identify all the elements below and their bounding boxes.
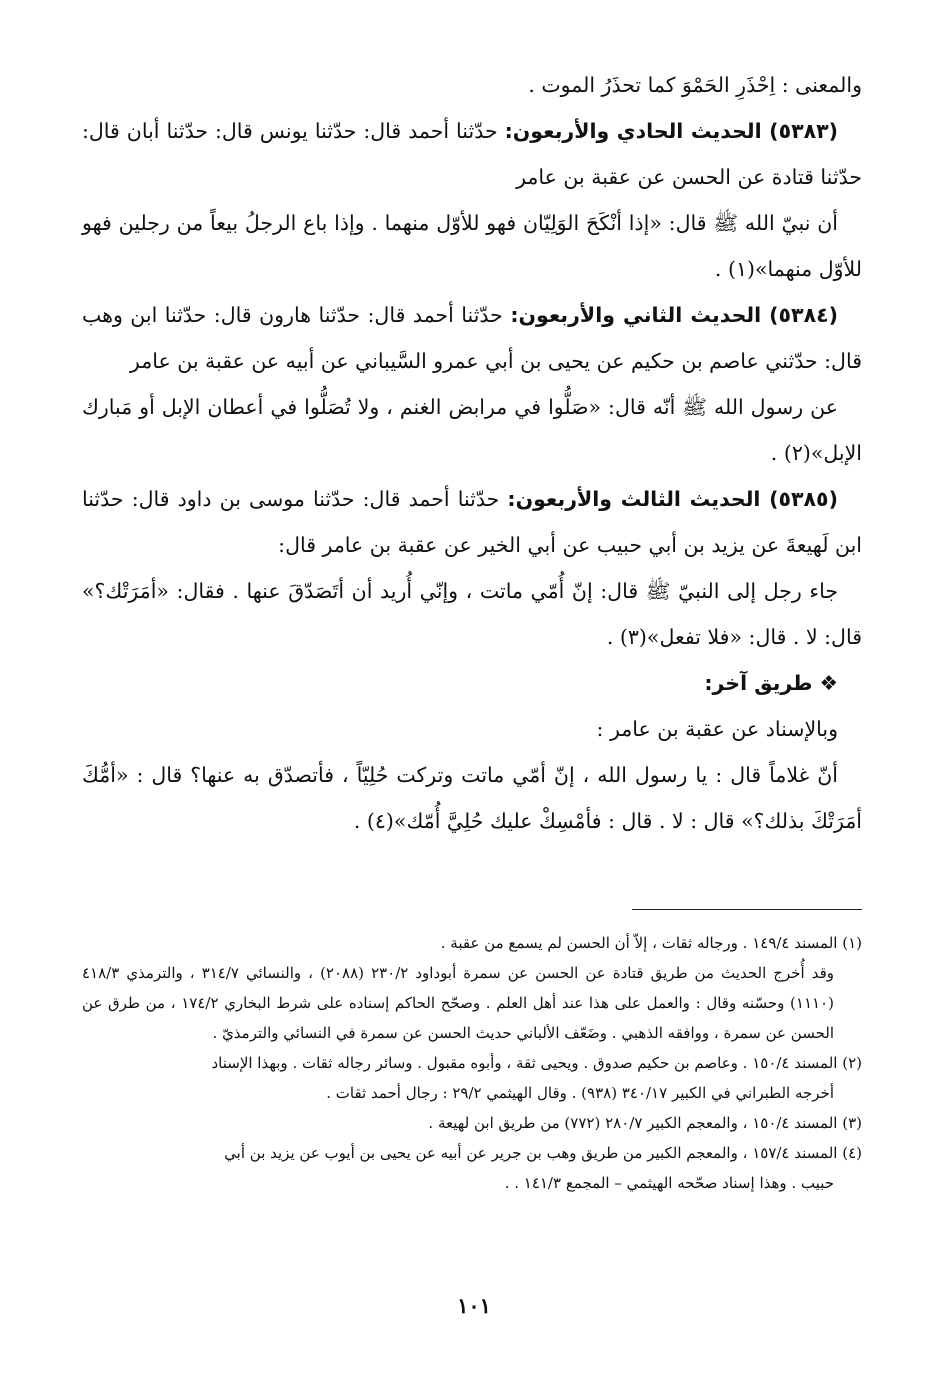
page-number: ١٠١: [457, 1293, 491, 1318]
hadith-5383-isnad-1: حدّثنا أحمد قال: حدّثنا يونس قال: حدّثنا: [166, 119, 498, 143]
hadith-5384-heading: (٥٣٨٤) الحديث الثاني والأربعون:: [510, 303, 838, 327]
hadith-5383-isnad: [82, 108, 862, 200]
footnotes: [82, 928, 862, 1198]
hadith-5383-matn: أن نبيّ الله ﷺ قال: «إذا أنْكَحَ الوَلِيّان فهو للأوّل منهما . وإذا باع الرجلُ بيعاً من رجلين فهو للأوّل منهما»(١) .: [82, 211, 862, 281]
hadith-5384-isnad: [82, 292, 862, 384]
hadith-5383-isnad-2: أبان قال: حدّثنا قتادة عن الحسن عن عقبة بن عامر: [82, 119, 862, 189]
other-route-isnad: وبالإسناد عن عقبة بن عامر :: [596, 717, 838, 741]
main-text: [82, 62, 862, 844]
footnote-4-line-2: حبيب . وهذا إسناد صحّحه الهيثمي – المجمع ١٤١/٣ . .: [504, 1174, 834, 1192]
intro-line: والمعنى : اِحْذَرِ الحَمْوَ كما تحذَرُ الموت .: [528, 73, 862, 97]
hadith-5384-matn: عن رسول الله ﷺ أنّه قال: «صَلُّوا في مرابض الغنم ، ولا تُصَلُّوا في أعطان الإبل أو مَبارك الإبل»(٢) .: [82, 395, 862, 465]
hadith-5385-matn: جاء رجل إلى النبيّ ﷺ قال: إنّ أُمّي ماتت ، وإنّي أُريد أن أتَصَدّقَ عنها . فقال: «أمَرَتْك؟» قال: لا . قال: «فلا تفعل»(٣) .: [82, 579, 862, 649]
hadith-5385-heading: (٥٣٨٥) الحديث الثالث والأربعون:: [507, 487, 838, 511]
hadith-5383-heading: (٥٣٨٣) الحديث الحادي والأربعون:: [504, 119, 838, 143]
footnote-2-line-1: (٢) المسند ١٥٠/٤ . وعاصم بن حكيم صدوق . ويحيى ثقة ، وأبوه مقبول . وسائر رجاله ثقات . وبهذا الإسناد: [211, 1054, 862, 1072]
hadith-5385-isnad-1: حدّثنا أحمد قال: حدّثنا موسى بن داود قال:: [131, 487, 500, 511]
footnote-separator: [632, 909, 862, 910]
footnote-2-line-2: أخرجه الطبراني في الكبير ٣٤٠/١٧ (٩٣٨) . وقال الهيثمي ٢٩/٢ : رجال أحمد ثقات .: [326, 1084, 834, 1102]
hadith-5384-isnad-1: حدّثنا أحمد قال: حدّثنا هارون قال: حدّثنا: [164, 303, 503, 327]
footnote-4-line-1: (٤) المسند ١٥٧/٤ ، والمعجم الكبير من طريق وهب بن جرير عن أبيه عن يحيى بن أيوب عن يزيد بن أبي: [224, 1144, 862, 1162]
footnote-1-line-1: (١) المسند ١٤٩/٤ . ورجاله ثقات ، إلاّ أن الحسن لم يسمع من عقبة .: [440, 934, 862, 952]
other-route-heading: ❖ طريق آخر:: [704, 671, 838, 695]
other-route-matn: أنّ غلاماً قال : يا رسول الله ، إنّ أمّي ماتت وتركت حُلِيّاً ، فأتصدّق به عنها؟ قال : «أمُّكَ أمَرَتْكَ بذلك؟» قال : لا . قال : فأمْسِكْ عليك حُلِيَّ أُمّك»(٤) .: [82, 763, 862, 833]
footnote-3: (٣) المسند ١٥٠/٤ ، والمعجم الكبير ٢٨٠/٧ (٧٧٢) من طريق ابن لهيعة .: [428, 1114, 862, 1132]
hadith-5384-isnad-2: ابن وهب قال: حدّثني عاصم بن حكيم عن يحيى بن أبي عمرو السَّيباني عن أبيه عن عقبة بن عامر: [82, 303, 862, 373]
hadith-5385-isnad-2: حدّثنا ابن لَهيعةَ عن يزيد بن أبي حبيب عن أبي الخير عن عقبة بن عامر قال:: [82, 487, 862, 557]
hadith-5385-isnad: [82, 476, 862, 568]
footnote-1-rest: وقد أُخرج الحديث من طريق قتادة عن الحسن عن سمرة أبوداود ٢٣٠/٢ (٢٠٨٨) ، والنسائي ٣١٤/٧ ، والترمذي ٤١٨/٣ (١١١٠) وحسّنه وقال : والعمل على هذا عند أهل العلم . وصحّح الحاكم إسناده على شرط البخاري ١٧٤/٢ ، من طرق عن الحسن عن سمرة ، ووافقه الذهبي . وضَعّف الألباني حديث الحسن عن سمرة في النسائي والترمذيّ .: [82, 964, 835, 1042]
